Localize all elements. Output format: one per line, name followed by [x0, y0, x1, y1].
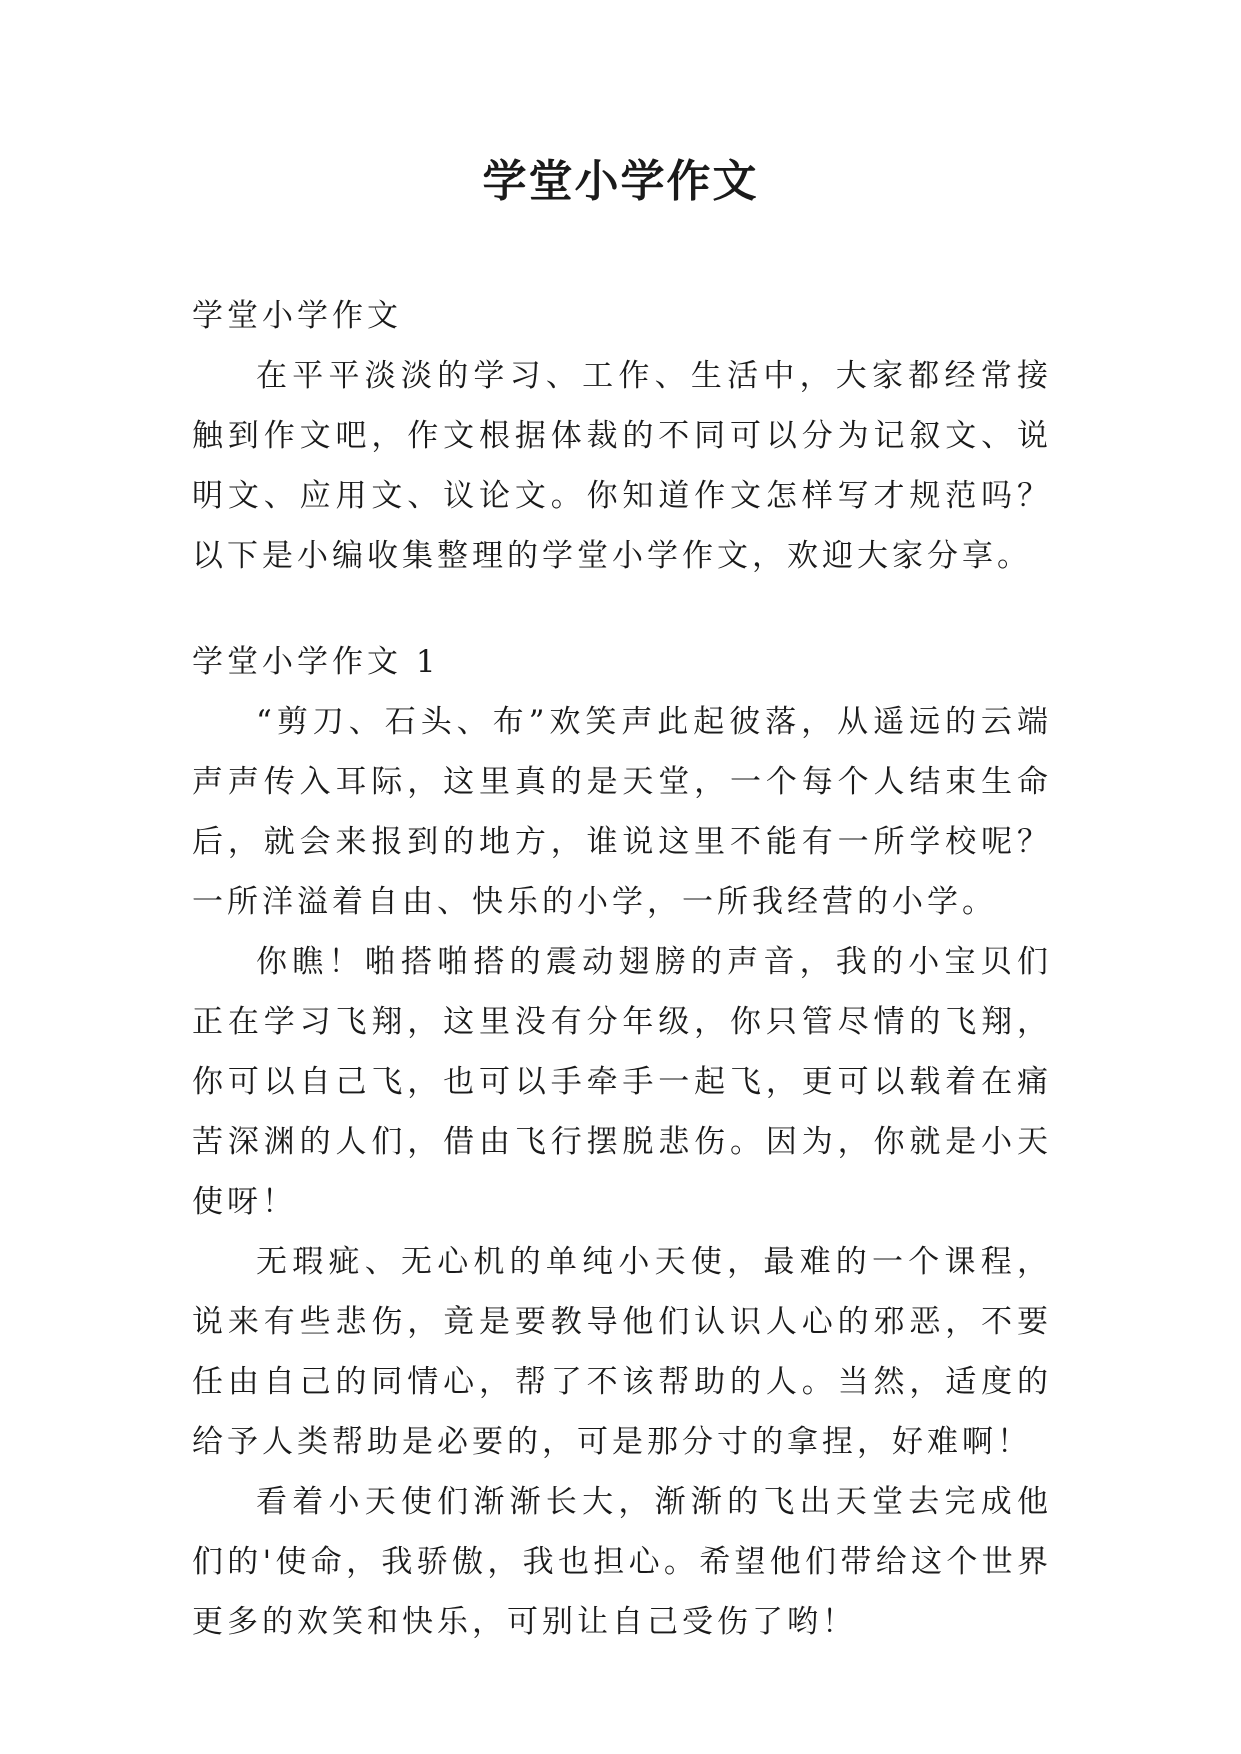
- intro-section: [192, 286, 1052, 586]
- intro-heading: 学堂小学作文: [192, 298, 402, 334]
- section-1-paragraph-1: “剪刀、石头、布”欢笑声此起彼落，从遥远的云端声声传入耳际，这里真的是天堂，一个每个人结束生命后，就会来报到的地方，谁说这里不能有一所学校呢？一所洋溢着自由、快乐的小学，一所我经营的小学。: [192, 704, 1052, 920]
- intro-paragraph: 在平平淡淡的学习、工作、生活中，大家都经常接触到作文吧，作文根据体裁的不同可以分为记叙文、说明文、应用文、议论文。你知道作文怎样写才规范吗？以下是小编收集整理的学堂小学作文，欢迎大家分享。: [192, 358, 1052, 574]
- section-1-paragraph-3: 无瑕疵、无心机的单纯小天使，最难的一个课程，说来有些悲伤，竟是要教导他们认识人心的邪恶，不要任由自己的同情心，帮了不该帮助的人。当然，适度的给予人类帮助是必要的，可是那分寸的拿捏，好难啊！: [192, 1244, 1052, 1460]
- document-title: 学堂小学作文: [482, 156, 759, 207]
- section-1: [192, 632, 1052, 1652]
- section-1-heading: 学堂小学作文 1: [192, 644, 440, 680]
- section-1-paragraph-4: 看着小天使们渐渐长大，渐渐的飞出天堂去完成他们的'使命，我骄傲，我也担心。希望他们带给这个世界更多的欢笑和快乐，可别让自己受伤了哟！: [192, 1484, 1052, 1640]
- section-1-paragraph-2: 你瞧！啪搭啪搭的震动翅膀的声音，我的小宝贝们正在学习飞翔，这里没有分年级，你只管尽情的飞翔，你可以自己飞，也可以手牵手一起飞，更可以载着在痛苦深渊的人们，借由飞行摆脱悲伤。因为，你就是小天使呀！: [192, 944, 1052, 1220]
